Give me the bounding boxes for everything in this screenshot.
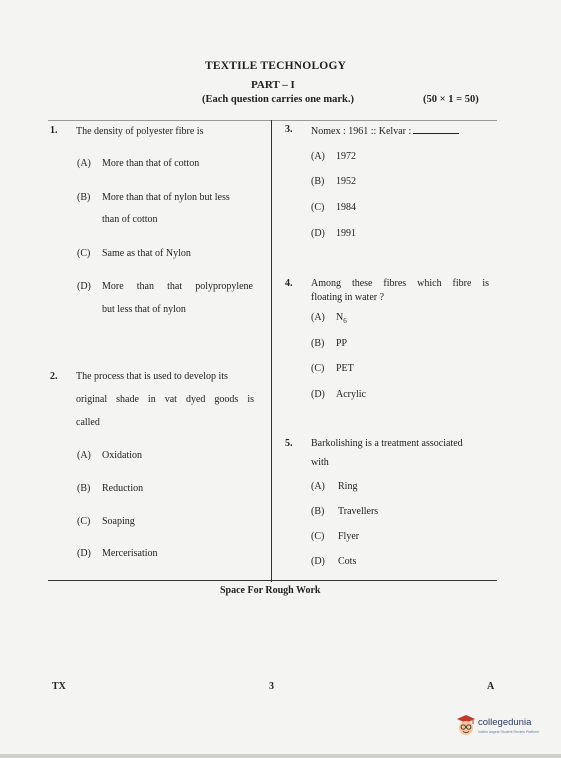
option-a: Oxidation — [102, 450, 142, 461]
option-b: PP — [336, 338, 348, 349]
part-heading: PART – I — [251, 79, 295, 91]
column-divider — [271, 120, 272, 582]
rough-work-rule — [48, 580, 497, 581]
option-d: Acrylic — [336, 389, 366, 400]
option-c: PET — [336, 363, 354, 374]
rough-work-label: Space For Rough Work — [220, 585, 321, 596]
option-label-a: (A) — [77, 450, 91, 461]
option-d-line2: but less that of nylon — [102, 304, 186, 315]
option-b-line1: More than that of nylon but less — [102, 192, 230, 203]
question-text-line2: with — [311, 457, 329, 468]
option-b: Travellers — [338, 506, 379, 517]
option-label-c: (C) — [311, 531, 325, 542]
question-text-line1: The process that is used to develop its — [76, 371, 228, 382]
option-b-line2: than of cotton — [102, 214, 158, 225]
watermark-brand: collegedunia — [478, 717, 532, 728]
option-c: Flyer — [338, 531, 360, 542]
option-label-c: (C) — [77, 248, 91, 259]
question-number: 1. — [50, 125, 58, 136]
answer-blank — [413, 124, 459, 134]
option-d: 1991 — [336, 228, 356, 239]
page-number: 3 — [269, 681, 274, 692]
page-title: TEXTILE TECHNOLOGY — [205, 60, 347, 72]
option-label-b: (B) — [311, 506, 325, 517]
option-label-d: (D) — [77, 281, 91, 292]
option-label-a: (A) — [311, 312, 325, 323]
question-number: 5. — [285, 438, 293, 449]
question-number: 2. — [50, 371, 58, 382]
collegedunia-watermark — [456, 714, 546, 742]
question-text: The density of polyester fibre is — [76, 126, 204, 137]
option-b: Reduction — [102, 483, 144, 494]
option-d: Cots — [338, 556, 357, 567]
marking-instruction: (Each question carries one mark.) — [202, 94, 354, 105]
question-text-line2: original shade in vat dyed goods is — [76, 394, 254, 405]
option-c: Same as that of Nylon — [102, 248, 191, 259]
option-label-c: (C) — [77, 516, 91, 527]
option-label-b: (B) — [77, 483, 91, 494]
option-b: 1952 — [336, 176, 356, 187]
question-text — [311, 124, 459, 138]
option-label-d: (D) — [311, 228, 325, 239]
page-edge — [0, 754, 561, 758]
question-text-line1: Among these fibres which fibre is — [311, 278, 489, 289]
option-c: Soaping — [102, 516, 135, 527]
option-label-c: (C) — [311, 363, 325, 374]
watermark-tagline: India's largest Student Review Platform — [478, 730, 539, 734]
option-label-b: (B) — [311, 176, 325, 187]
header-rule — [48, 120, 497, 121]
paper-code: TX — [52, 681, 66, 692]
option-label-d: (D) — [77, 548, 91, 559]
question-text-line2: floating in water ? — [311, 292, 385, 303]
total-marks: (50 × 1 = 50) — [423, 94, 479, 105]
option-a-subscript: 6 — [343, 317, 347, 325]
option-label-a: (A) — [311, 481, 325, 492]
option-a-text: N — [336, 312, 344, 323]
option-label-a: (A) — [311, 151, 325, 162]
graduate-mascot-icon — [456, 714, 476, 738]
question-number: 4. — [285, 278, 293, 289]
option-d: Mercerisation — [102, 548, 158, 559]
option-c: 1984 — [336, 202, 356, 213]
option-label-a: (A) — [77, 158, 91, 169]
option-a: 1972 — [336, 151, 356, 162]
option-label-b: (B) — [311, 338, 325, 349]
option-a — [336, 312, 347, 327]
question-text-line1: Barkolishing is a treatment associated — [311, 438, 463, 449]
question-text-content: Nomex : 1961 :: Kelvar : — [311, 126, 412, 137]
option-label-b: (B) — [77, 192, 91, 203]
option-a: More than that of cotton — [102, 158, 200, 169]
series-letter: A — [487, 681, 495, 692]
question-text-line3: called — [76, 417, 100, 428]
option-d-line1: More than that polypropylene — [102, 281, 253, 292]
option-a: Ring — [338, 481, 358, 492]
question-number: 3. — [285, 124, 293, 135]
option-label-c: (C) — [311, 202, 325, 213]
option-label-d: (D) — [311, 389, 325, 400]
option-label-d: (D) — [311, 556, 325, 567]
